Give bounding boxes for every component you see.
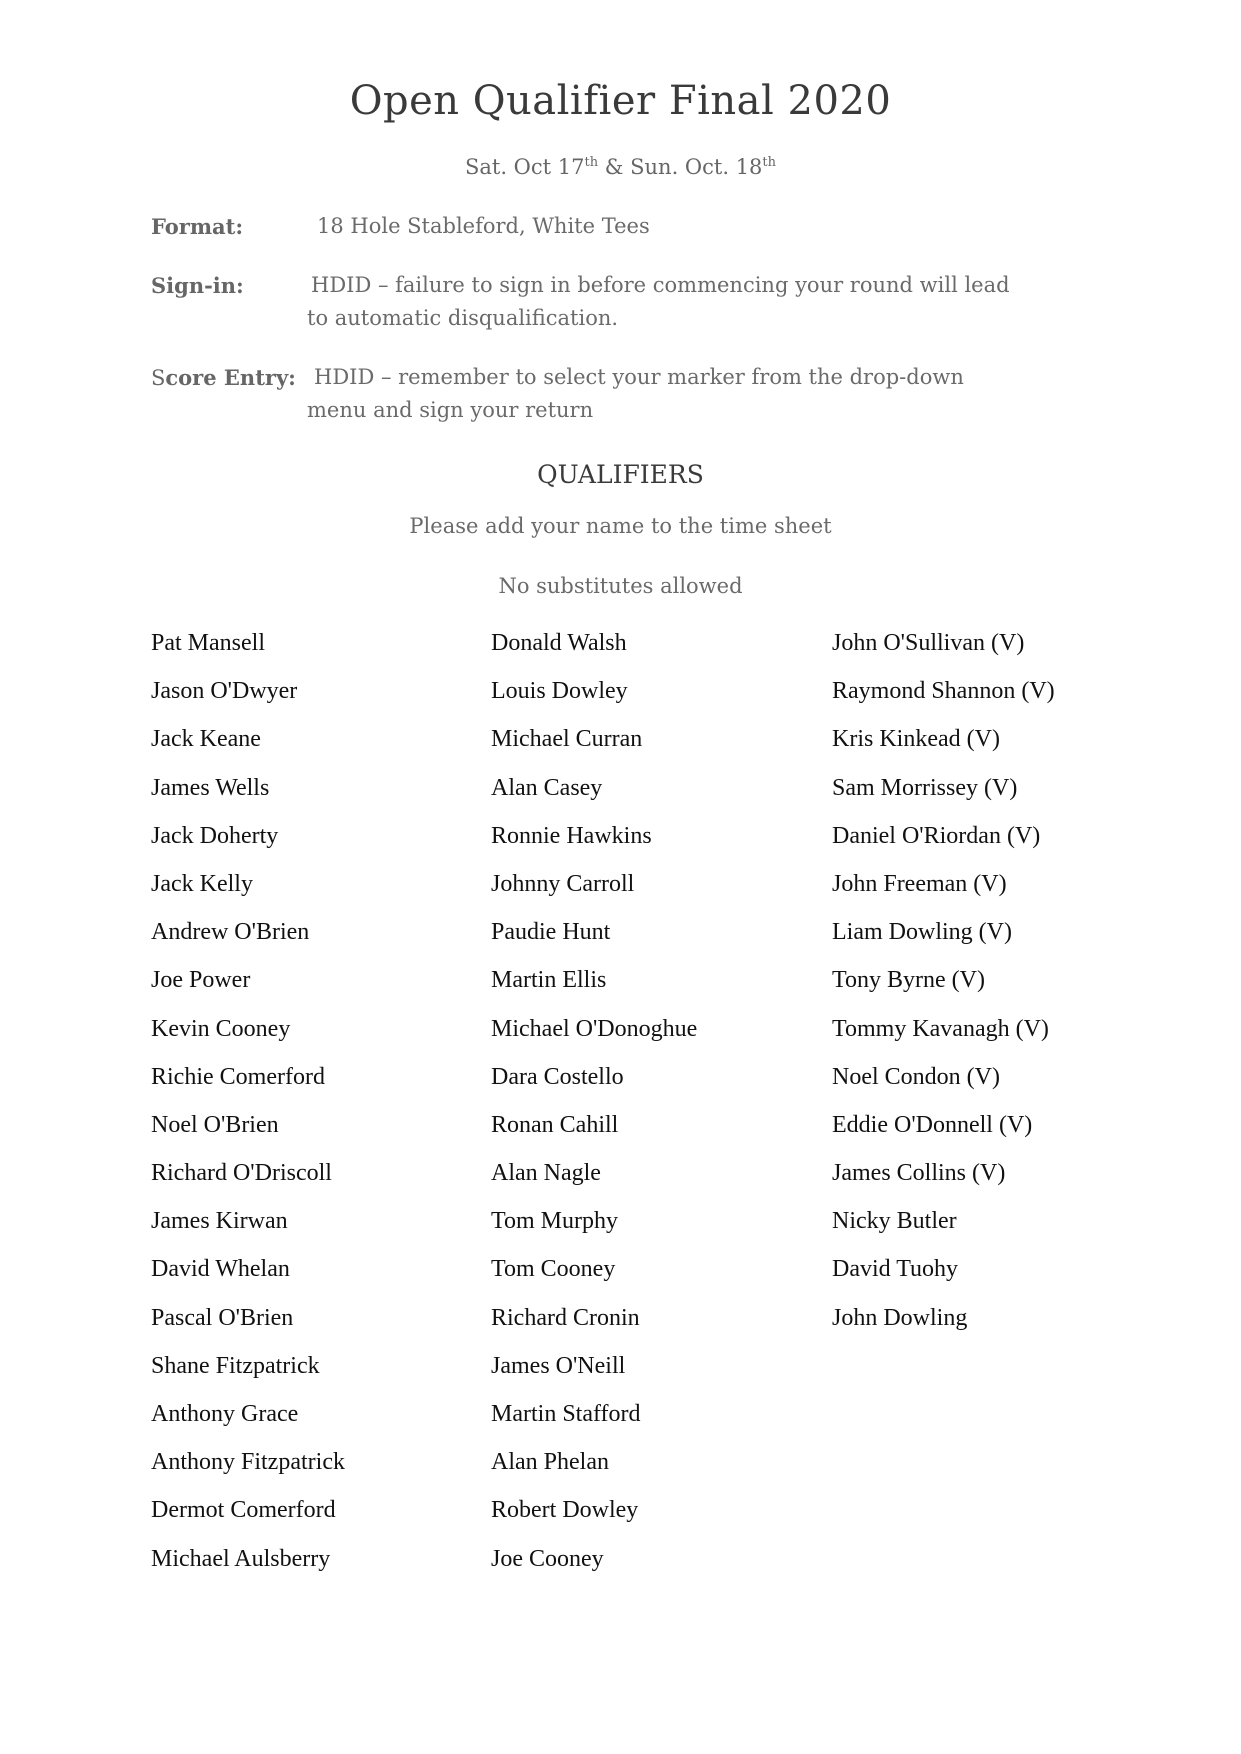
qualifier-name: James Collins (V) bbox=[832, 1160, 1006, 1187]
page-title: Open Qualifier Final 2020 bbox=[349, 78, 892, 124]
sign-in-label: Sign-in: bbox=[151, 273, 244, 298]
qualifier-name: Tom Murphy bbox=[491, 1208, 618, 1235]
score-entry-text-line1: HDID – remember to select your marker from the drop-down bbox=[314, 365, 964, 389]
no-substitutes-note: No substitutes allowed bbox=[498, 574, 743, 598]
score-entry-text-line2: menu and sign your return bbox=[307, 398, 594, 422]
qualifier-name: Kris Kinkead (V) bbox=[832, 726, 1000, 753]
qualifier-name: Alan Phelan bbox=[491, 1449, 609, 1476]
qualifier-name: James Kirwan bbox=[151, 1208, 288, 1235]
qualifier-name: Paudie Hunt bbox=[491, 919, 611, 946]
date-joiner: & Sun. Oct. 18 bbox=[598, 155, 763, 179]
qualifiers-column-3 bbox=[832, 630, 1055, 1353]
qualifier-name: Johnny Carroll bbox=[491, 870, 635, 897]
qualifier-name: Tommy Kavanagh (V) bbox=[832, 1015, 1049, 1042]
qualifier-name: Alan Nagle bbox=[491, 1160, 601, 1187]
qualifier-name: John Dowling bbox=[832, 1304, 968, 1331]
score-entry-label-rest: core Entry: bbox=[165, 365, 296, 390]
qualifier-name: Robert Dowley bbox=[491, 1497, 639, 1524]
qualifier-name: Martin Stafford bbox=[491, 1401, 641, 1427]
qualifier-name: Louis Dowley bbox=[491, 678, 628, 705]
qualifier-name: David Whelan bbox=[151, 1256, 290, 1283]
qualifier-name: Tom Cooney bbox=[491, 1256, 616, 1283]
qualifier-name: Shane Fitzpatrick bbox=[151, 1352, 320, 1379]
qualifier-name: Jack Kelly bbox=[151, 870, 253, 897]
date-day1-suffix: th bbox=[584, 155, 599, 170]
date-day2-suffix: th bbox=[762, 155, 777, 170]
qualifier-name: Noel Condon (V) bbox=[832, 1063, 1000, 1090]
qualifier-name: Martin Ellis bbox=[491, 967, 607, 994]
qualifier-name: Joe Cooney bbox=[491, 1545, 604, 1572]
qualifier-name: Raymond Shannon (V) bbox=[832, 678, 1055, 705]
event-dates bbox=[0, 155, 1241, 179]
qualifiers-heading: QUALIFIERS bbox=[537, 460, 704, 489]
qualifier-name: David Tuohy bbox=[832, 1256, 959, 1283]
qualifier-name: Richard O'Driscoll bbox=[151, 1160, 332, 1187]
qualifier-name: Alan Casey bbox=[491, 774, 603, 801]
format-text: 18 Hole Stableford, White Tees bbox=[317, 214, 650, 238]
qualifier-name: Jack Keane bbox=[151, 726, 261, 753]
qualifier-name: Noel O'Brien bbox=[151, 1111, 279, 1138]
qualifier-name: Richie Comerford bbox=[151, 1063, 325, 1090]
qualifier-name: Daniel O'Riordan (V) bbox=[832, 822, 1041, 849]
qualifier-name: James O'Neill bbox=[491, 1352, 626, 1379]
qualifier-name: Ronnie Hawkins bbox=[491, 822, 652, 849]
qualifier-name: James Wells bbox=[151, 774, 270, 801]
qualifier-name: Liam Dowling (V) bbox=[832, 919, 1012, 946]
qualifier-name: Michael O'Donoghue bbox=[491, 1015, 698, 1042]
sign-in-text-line2: to automatic disqualification. bbox=[307, 306, 619, 330]
qualifier-name: Andrew O'Brien bbox=[151, 919, 310, 946]
qualifier-name: Richard Cronin bbox=[491, 1304, 640, 1331]
qualifier-name: Anthony Fitzpatrick bbox=[151, 1449, 345, 1476]
qualifier-name: Jack Doherty bbox=[151, 822, 279, 849]
qualifier-name: Ronan Cahill bbox=[491, 1111, 619, 1138]
qualifier-name: Eddie O'Donnell (V) bbox=[832, 1111, 1033, 1138]
qualifier-name: Anthony Grace bbox=[151, 1401, 299, 1427]
qualifier-name: Pascal O'Brien bbox=[151, 1304, 294, 1331]
qualifiers-column-1 bbox=[151, 630, 345, 1594]
format-label: Format: bbox=[151, 214, 244, 239]
qualifier-name: Sam Morrissey (V) bbox=[832, 774, 1018, 801]
qualifier-name: Tony Byrne (V) bbox=[832, 967, 985, 994]
qualifier-name: Jason O'Dwyer bbox=[151, 678, 298, 705]
sign-in-text-line1: HDID – failure to sign in before commencing your round will lead bbox=[311, 273, 1010, 297]
qualifier-name: Dara Costello bbox=[491, 1063, 624, 1090]
qualifier-name: Pat Mansell bbox=[151, 630, 265, 656]
qualifier-name: Dermot Comerford bbox=[151, 1497, 336, 1524]
score-entry-label bbox=[151, 365, 296, 390]
qualifier-name: Michael Curran bbox=[491, 726, 643, 753]
score-entry-label-initial: S bbox=[151, 366, 166, 390]
qualifier-name: Kevin Cooney bbox=[151, 1015, 291, 1042]
qualifier-name: Nicky Butler bbox=[832, 1208, 957, 1235]
qualifier-name: Michael Aulsberry bbox=[151, 1545, 331, 1572]
qualifier-name: John O'Sullivan (V) bbox=[832, 630, 1025, 656]
time-sheet-note: Please add your name to the time sheet bbox=[409, 514, 832, 538]
qualifier-name: Joe Power bbox=[151, 967, 251, 994]
qualifier-name: John Freeman (V) bbox=[832, 870, 1007, 897]
qualifiers-column-2 bbox=[491, 630, 697, 1594]
date-day1: Sat. Oct 17 bbox=[464, 155, 585, 179]
qualifier-name: Donald Walsh bbox=[491, 630, 627, 656]
